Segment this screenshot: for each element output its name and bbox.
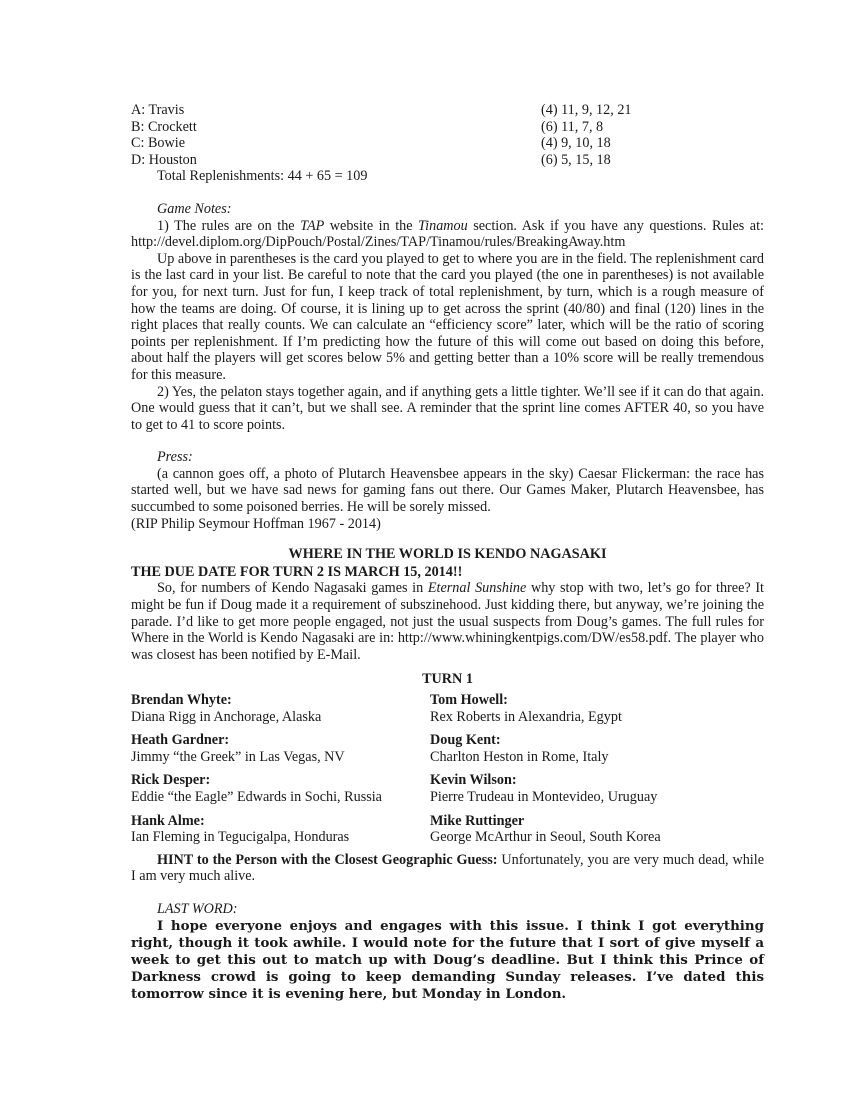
zine-name: Eternal Sunshine bbox=[427, 580, 527, 597]
due-date-heading: THE DUE DATE FOR TURN 2 IS MARCH 15, 2014!! bbox=[131, 563, 463, 580]
hint-paragraph bbox=[131, 852, 764, 885]
team-row bbox=[131, 135, 764, 152]
note-text: 1) The rules are on the bbox=[157, 217, 301, 234]
player-name: Rick Desper: bbox=[131, 772, 211, 789]
guess-text: George McArthur in Seoul, South Korea bbox=[430, 829, 661, 846]
guess-item bbox=[430, 813, 764, 846]
player-name: Doug Kent: bbox=[430, 732, 501, 749]
player-name: Kevin Wilson: bbox=[430, 772, 517, 789]
last-word-body: I hope everyone enjoys and engages with this issue. I think I got everything right, though it took awhile. I would note for the future that I sort of give myself a week to get this out to match up with Doug’s deadline. But I think this Prince of Darkness crowd is going to keep demanding Sunday releases. I’ve dated this tomorrow since it is evening here, but Monday in London. bbox=[131, 917, 764, 1002]
guess-text: Rex Roberts in Alexandria, Egypt bbox=[430, 708, 622, 725]
guess-text: Eddie “the Eagle” Edwards in Sochi, Russia bbox=[131, 788, 382, 805]
turn-heading: TURN 1 bbox=[422, 671, 473, 688]
document-page bbox=[131, 102, 764, 1003]
guess-item bbox=[430, 692, 764, 725]
guess-text: Diana Rigg in Anchorage, Alaska bbox=[131, 708, 322, 725]
guess-item bbox=[430, 732, 764, 765]
team-name: A: Travis bbox=[131, 102, 185, 118]
tinamou-name: Tinamou bbox=[418, 217, 468, 234]
team-cards: (6) 5, 15, 18 bbox=[541, 151, 611, 168]
team-row bbox=[131, 102, 764, 119]
intro-text: why stop with two, let’s go for three? It might be fun if Doug made it a requirement of subszinehood. Just kidding there, but anyway, we’re joining the parade. I’d like to get more people engaged, not just the usual suspects from Doug’s games. The full rules for Where in the World is Kendo Nagasaki are in: http://www.whiningkentpigs.com/DW/es58.pdf. The player who was closest has been notified by E-Mail. bbox=[131, 580, 764, 663]
guess-text: Ian Fleming in Tegucigalpa, Honduras bbox=[131, 829, 350, 846]
hint-label: HINT to the Person with the Closest Geographic Guess: bbox=[157, 851, 498, 868]
team-name: C: Bowie bbox=[131, 135, 185, 152]
press-heading: Press: bbox=[157, 449, 193, 466]
game-notes-heading: Game Notes: bbox=[157, 200, 232, 217]
guess-item bbox=[430, 772, 764, 805]
last-word-section bbox=[131, 901, 764, 1003]
game-note-2: 2) Yes, the pelaton stays together again, and if anything gets a little tighter. We’ll see if it can do that again. One would guess that it can’t, but we shall see. A reminder that the sprint line comes AFTER 40, so you have to get to 41 to score points. bbox=[131, 383, 764, 433]
kendo-section bbox=[131, 546, 764, 885]
game-notes bbox=[131, 201, 764, 433]
team-name: D: Houston bbox=[131, 151, 197, 168]
guess-text: Jimmy “the Greek” in Las Vegas, NV bbox=[131, 748, 345, 765]
hint-text: Unfortunately, you are very much dead, while I am very much alive. bbox=[131, 851, 764, 885]
last-word-heading: LAST WORD: bbox=[157, 900, 238, 917]
press-section bbox=[131, 449, 764, 532]
team-name: B: Crockett bbox=[131, 118, 197, 135]
team-cards: (4) 11, 9, 12, 21 bbox=[541, 102, 632, 118]
player-name: Mike Ruttinger bbox=[430, 812, 525, 829]
tap-name: TAP bbox=[300, 217, 325, 234]
team-list bbox=[131, 102, 764, 185]
total-replenishments: Total Replenishments: 44 + 65 = 109 bbox=[157, 168, 368, 185]
player-name: Brendan Whyte: bbox=[131, 692, 232, 708]
team-row bbox=[131, 119, 764, 136]
player-name: Tom Howell: bbox=[430, 692, 508, 708]
kendo-title: WHERE IN THE WORLD IS KENDO NAGASAKI bbox=[288, 546, 607, 563]
note-text: website in the bbox=[324, 217, 419, 234]
rip-note: (RIP Philip Seymour Hoffman 1967 - 2014) bbox=[131, 515, 381, 532]
team-row bbox=[131, 152, 764, 169]
game-notes-paragraph: Up above in parentheses is the card you played to get to where you are in the field. The replenishment card is the last card in your list. Be careful to note that the card you played (the one in parentheses) is not available for you, for next turn. Just for fun, I keep track of total replenishment, by turn, which is a rough measure of how the teams are doing. Of course, it is lining up to get across the sprint (40/80) and final (120) lines in the right places that really counts. We can calculate an “efficiency score” later, which will be the ratio of scoring points per replenishment. If I’m predicting how the future of this will come out based on doing this before, about half the players will get scores below 5% and getting better than a 10% score will be really tremendous for this measure. bbox=[131, 250, 764, 383]
team-cards: (4) 9, 10, 18 bbox=[541, 135, 611, 152]
guess-grid bbox=[131, 692, 764, 846]
intro-text: So, for numbers of Kendo Nagasaki games in bbox=[157, 580, 428, 597]
guess-item bbox=[131, 813, 430, 846]
guess-item bbox=[131, 732, 430, 765]
player-name: Heath Gardner: bbox=[131, 732, 230, 749]
guess-text: Pierre Trudeau in Montevideo, Uruguay bbox=[430, 788, 658, 805]
team-cards: (6) 11, 7, 8 bbox=[541, 118, 604, 135]
press-body: (a cannon goes off, a photo of Plutarch Heavensbee appears in the sky) Caesar Flickerman: the race has started well, but we have sad news for gaming fans out there. Our Games Maker, Plutarch Heavensbee, has succumbed to some poisoned berries. He will be sorely missed. bbox=[131, 465, 764, 516]
guess-item bbox=[131, 692, 430, 725]
kendo-intro bbox=[131, 580, 764, 663]
game-note-1 bbox=[131, 218, 764, 251]
player-name: Hank Alme: bbox=[131, 812, 205, 829]
guess-text: Charlton Heston in Rome, Italy bbox=[430, 748, 609, 765]
guess-item bbox=[131, 772, 430, 805]
note-text: section. Ask if you have any questions. Rules at: http://devel.diplom.org/DipPouch/Postal/Zines/TAP/Tinamou/rules/BreakingAway.htm bbox=[131, 217, 764, 251]
